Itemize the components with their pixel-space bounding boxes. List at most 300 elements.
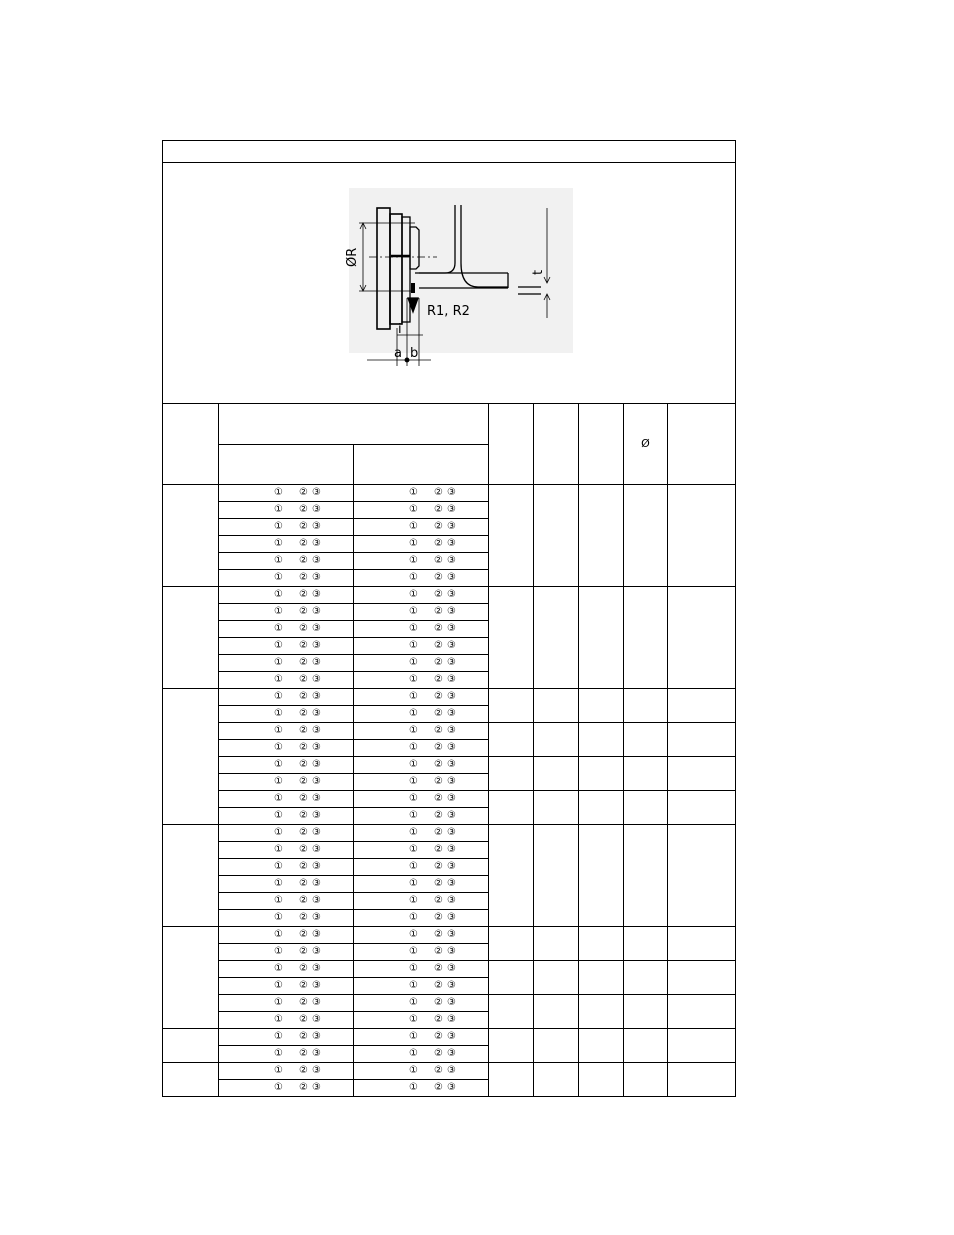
circled-number-1: ① [409, 1048, 418, 1059]
mark-group [219, 793, 321, 804]
circled-number-1: ① [274, 1031, 283, 1042]
circled-number-3: ③ [311, 572, 321, 583]
table-row [163, 1029, 736, 1046]
circled-number-3: ③ [311, 691, 321, 702]
circled-number-2: ② [433, 963, 443, 974]
mark-cell-right [354, 842, 489, 859]
mark-group [354, 606, 456, 617]
circled-number-2: ② [433, 861, 443, 872]
circled-number-3: ③ [311, 708, 321, 719]
value-cell [489, 1063, 534, 1097]
phi-r-label: ØR [345, 247, 360, 267]
circled-number-3: ③ [446, 844, 456, 855]
circled-number-1: ① [274, 844, 283, 855]
circled-number-2: ② [298, 555, 308, 566]
mark-group [219, 861, 321, 872]
circled-number-2: ② [298, 1014, 308, 1025]
circled-number-3: ③ [446, 776, 456, 787]
circled-number-1: ① [274, 691, 283, 702]
circled-number-3: ③ [446, 572, 456, 583]
mark-group [354, 827, 456, 838]
mark-group [219, 929, 321, 940]
mark-cell-left [219, 587, 354, 604]
header-col4 [489, 404, 534, 485]
mark-group [219, 895, 321, 906]
mark-cell-right [354, 672, 489, 689]
mark-group [354, 912, 456, 923]
circled-number-2: ② [433, 827, 443, 838]
mark-cell-right [354, 723, 489, 740]
mark-group [219, 776, 321, 787]
header-col8 [668, 404, 736, 485]
mark-group [354, 810, 456, 821]
circled-number-3: ③ [446, 623, 456, 634]
mark-group [219, 1031, 321, 1042]
circled-number-3: ③ [446, 521, 456, 532]
table-row [163, 689, 736, 706]
mark-cell-left [219, 859, 354, 876]
circled-number-1: ① [409, 691, 418, 702]
header-sub1 [219, 445, 354, 485]
value-cell [489, 927, 534, 961]
table-row [163, 825, 736, 842]
mark-cell-right [354, 621, 489, 638]
circled-number-1: ① [274, 759, 283, 770]
value-cell [668, 961, 736, 995]
circled-number-2: ② [433, 487, 443, 498]
circled-number-3: ③ [446, 555, 456, 566]
circled-number-2: ② [298, 538, 308, 549]
circled-number-1: ① [409, 946, 418, 957]
circled-number-3: ③ [311, 878, 321, 889]
circled-number-1: ① [274, 861, 283, 872]
circled-number-3: ③ [311, 844, 321, 855]
mark-group [354, 878, 456, 889]
mark-cell-left [219, 1063, 354, 1080]
value-cell [579, 961, 624, 995]
value-cell [534, 485, 579, 587]
mark-group [219, 691, 321, 702]
circled-number-2: ② [433, 759, 443, 770]
mark-cell-right [354, 638, 489, 655]
circled-number-1: ① [409, 487, 418, 498]
header-col1 [163, 404, 219, 485]
value-cell [489, 689, 534, 723]
circled-number-1: ① [409, 623, 418, 634]
table-row [163, 757, 736, 774]
circled-number-3: ③ [446, 980, 456, 991]
circled-number-3: ③ [311, 640, 321, 651]
mark-cell-right [354, 485, 489, 502]
circled-number-2: ② [433, 674, 443, 685]
value-cell [489, 791, 534, 825]
mark-cell-right [354, 927, 489, 944]
mark-cell-right [354, 502, 489, 519]
value-cell [579, 995, 624, 1029]
circled-number-3: ③ [446, 640, 456, 651]
circled-number-3: ③ [446, 538, 456, 549]
table-row [163, 1063, 736, 1080]
circled-number-1: ① [274, 742, 283, 753]
mark-cell-left [219, 570, 354, 587]
circled-number-2: ② [298, 844, 308, 855]
value-cell [668, 1029, 736, 1063]
circled-number-2: ② [298, 589, 308, 600]
circled-number-1: ① [274, 521, 283, 532]
mark-group [354, 759, 456, 770]
circled-number-2: ② [433, 606, 443, 617]
value-cell [668, 587, 736, 689]
table-row [163, 587, 736, 604]
mark-cell-right [354, 1029, 489, 1046]
mark-group [219, 674, 321, 685]
circled-number-2: ② [433, 980, 443, 991]
circled-number-1: ① [274, 946, 283, 957]
circled-number-1: ① [274, 674, 283, 685]
table-row [163, 927, 736, 944]
circled-number-3: ③ [446, 963, 456, 974]
group-label-cell [163, 1029, 219, 1063]
mark-group [219, 504, 321, 515]
value-cell [579, 825, 624, 927]
value-cell [489, 757, 534, 791]
circled-number-3: ③ [446, 946, 456, 957]
mark-cell-right [354, 553, 489, 570]
header-col6 [579, 404, 624, 485]
circled-number-1: ① [274, 1082, 283, 1093]
circled-number-2: ② [298, 946, 308, 957]
circled-number-1: ① [409, 657, 418, 668]
circled-number-3: ③ [446, 912, 456, 923]
header-sub2 [354, 445, 489, 485]
mark-group [354, 1065, 456, 1076]
value-cell [668, 689, 736, 723]
circled-number-2: ② [298, 708, 308, 719]
value-cell [624, 927, 668, 961]
value-cell [534, 927, 579, 961]
value-cell [579, 485, 624, 587]
mark-cell-left [219, 485, 354, 502]
value-cell [624, 1029, 668, 1063]
mark-cell-left [219, 672, 354, 689]
circled-number-2: ② [298, 504, 308, 515]
value-cell [668, 995, 736, 1029]
mark-cell-left [219, 1029, 354, 1046]
table-row [163, 723, 736, 740]
mark-group [219, 844, 321, 855]
mark-group [354, 742, 456, 753]
value-cell [668, 1063, 736, 1097]
mark-cell-right [354, 1080, 489, 1097]
circled-number-1: ① [274, 997, 283, 1008]
mark-group [354, 776, 456, 787]
t-label: t [531, 269, 546, 275]
circled-number-1: ① [274, 623, 283, 634]
circled-number-1: ① [409, 810, 418, 821]
value-cell [668, 723, 736, 757]
bearing-diagram [163, 163, 736, 403]
value-cell [624, 995, 668, 1029]
circled-number-2: ② [433, 1014, 443, 1025]
circled-number-3: ③ [446, 1082, 456, 1093]
mark-group [219, 640, 321, 651]
circled-number-3: ③ [311, 657, 321, 668]
figure-cell [163, 163, 736, 404]
header-merged [219, 404, 489, 445]
mark-cell-right [354, 825, 489, 842]
value-cell [624, 825, 668, 927]
circled-number-2: ② [298, 1031, 308, 1042]
circled-number-2: ② [298, 997, 308, 1008]
circled-number-1: ① [409, 1065, 418, 1076]
circled-number-3: ③ [446, 708, 456, 719]
circled-number-3: ③ [446, 759, 456, 770]
header-col5 [534, 404, 579, 485]
circled-number-3: ③ [311, 555, 321, 566]
circled-number-2: ② [298, 487, 308, 498]
mark-group [219, 980, 321, 991]
mark-cell-left [219, 808, 354, 825]
circled-number-2: ② [298, 776, 308, 787]
mark-group [219, 725, 321, 736]
mark-group [219, 1014, 321, 1025]
circled-number-2: ② [433, 929, 443, 940]
circled-number-2: ② [298, 929, 308, 940]
circled-number-1: ① [409, 929, 418, 940]
circled-number-3: ③ [446, 878, 456, 889]
mark-cell-right [354, 859, 489, 876]
mark-group [219, 912, 321, 923]
circled-number-1: ① [274, 793, 283, 804]
mark-group [219, 827, 321, 838]
diameter-symbol: Ø [641, 436, 650, 450]
value-cell [668, 485, 736, 587]
circled-number-1: ① [274, 878, 283, 889]
b-label: b [410, 346, 419, 361]
circled-number-1: ① [274, 963, 283, 974]
mark-cell-left [219, 655, 354, 672]
mark-group [219, 963, 321, 974]
mark-group [354, 691, 456, 702]
circled-number-3: ③ [311, 980, 321, 991]
mark-group [354, 1014, 456, 1025]
value-cell [534, 825, 579, 927]
circled-number-2: ② [298, 725, 308, 736]
mark-cell-left [219, 1080, 354, 1097]
circled-number-1: ① [274, 1014, 283, 1025]
circled-number-3: ③ [311, 827, 321, 838]
mark-group [219, 708, 321, 719]
value-cell [579, 791, 624, 825]
circled-number-2: ② [298, 623, 308, 634]
circled-number-1: ① [274, 776, 283, 787]
mark-cell-left [219, 706, 354, 723]
mark-cell-left [219, 978, 354, 995]
circled-number-3: ③ [311, 895, 321, 906]
circled-number-2: ② [298, 861, 308, 872]
mark-cell-left [219, 604, 354, 621]
circled-number-1: ① [409, 1031, 418, 1042]
value-cell [534, 587, 579, 689]
circled-number-3: ③ [311, 606, 321, 617]
mark-group [219, 487, 321, 498]
mark-group [354, 1031, 456, 1042]
circled-number-2: ② [433, 776, 443, 787]
circled-number-3: ③ [446, 589, 456, 600]
value-cell [489, 587, 534, 689]
circled-number-3: ③ [311, 912, 321, 923]
circled-number-2: ② [433, 691, 443, 702]
circled-number-2: ② [433, 640, 443, 651]
mark-group [354, 1048, 456, 1059]
circled-number-1: ① [274, 810, 283, 821]
circled-number-2: ② [298, 963, 308, 974]
value-cell [489, 825, 534, 927]
mark-group [219, 521, 321, 532]
circled-number-3: ③ [311, 997, 321, 1008]
value-cell [534, 1063, 579, 1097]
value-cell [534, 689, 579, 723]
group-label-cell [163, 825, 219, 927]
mark-cell-right [354, 587, 489, 604]
mark-cell-right [354, 689, 489, 706]
circled-number-2: ② [433, 521, 443, 532]
mark-cell-right [354, 604, 489, 621]
circled-number-3: ③ [446, 674, 456, 685]
mark-group [354, 980, 456, 991]
circled-number-3: ③ [311, 929, 321, 940]
mark-cell-left [219, 944, 354, 961]
table-row [163, 961, 736, 978]
value-cell [668, 791, 736, 825]
mark-cell-right [354, 774, 489, 791]
mark-cell-right [354, 740, 489, 757]
value-cell [579, 927, 624, 961]
mark-cell-right [354, 910, 489, 927]
circled-number-3: ③ [311, 1065, 321, 1076]
value-cell [489, 723, 534, 757]
circled-number-3: ③ [311, 674, 321, 685]
value-cell [534, 757, 579, 791]
mark-group [219, 555, 321, 566]
circled-number-2: ② [298, 912, 308, 923]
mark-group [354, 538, 456, 549]
circled-number-3: ③ [446, 606, 456, 617]
circled-number-2: ② [298, 742, 308, 753]
circled-number-2: ② [298, 691, 308, 702]
circled-number-2: ② [298, 606, 308, 617]
mark-cell-left [219, 876, 354, 893]
circled-number-2: ② [298, 827, 308, 838]
circled-number-3: ③ [311, 759, 321, 770]
mark-group [219, 657, 321, 668]
mark-cell-left [219, 502, 354, 519]
mark-group [354, 997, 456, 1008]
circled-number-1: ① [274, 538, 283, 549]
mark-cell-right [354, 961, 489, 978]
circled-number-1: ① [274, 708, 283, 719]
i-label: i [398, 322, 402, 337]
circled-number-3: ③ [311, 1031, 321, 1042]
circled-number-3: ③ [446, 742, 456, 753]
mark-group [354, 708, 456, 719]
circled-number-2: ② [433, 555, 443, 566]
circled-number-2: ② [298, 980, 308, 991]
value-cell [579, 757, 624, 791]
mark-cell-left [219, 927, 354, 944]
mark-cell-left [219, 757, 354, 774]
group-label-cell [163, 485, 219, 587]
a-label: a [394, 346, 402, 361]
group-label-cell [163, 1063, 219, 1097]
circled-number-1: ① [274, 1048, 283, 1059]
mark-cell-left [219, 842, 354, 859]
circled-number-3: ③ [446, 1065, 456, 1076]
value-cell [534, 791, 579, 825]
circled-number-1: ① [409, 844, 418, 855]
circled-number-2: ② [298, 878, 308, 889]
circled-number-3: ③ [311, 776, 321, 787]
circled-number-3: ③ [311, 538, 321, 549]
circled-number-3: ③ [446, 657, 456, 668]
value-cell [534, 723, 579, 757]
circled-number-1: ① [409, 504, 418, 515]
circled-number-1: ① [409, 589, 418, 600]
circled-number-1: ① [409, 759, 418, 770]
value-cell [624, 1063, 668, 1097]
circled-number-1: ① [409, 1014, 418, 1025]
circled-number-1: ① [409, 555, 418, 566]
value-cell [579, 689, 624, 723]
mark-group [354, 487, 456, 498]
circled-number-1: ① [409, 895, 418, 906]
value-cell [624, 485, 668, 587]
mark-cell-right [354, 655, 489, 672]
mark-cell-right [354, 791, 489, 808]
mark-group [354, 504, 456, 515]
circled-number-2: ② [298, 895, 308, 906]
circled-number-2: ② [298, 1048, 308, 1059]
mark-group [219, 810, 321, 821]
circled-number-2: ② [298, 674, 308, 685]
circled-number-3: ③ [311, 1014, 321, 1025]
mark-cell-right [354, 1063, 489, 1080]
mark-group [354, 793, 456, 804]
circled-number-3: ③ [446, 997, 456, 1008]
circled-number-1: ① [274, 980, 283, 991]
r1r2-label: R1, R2 [427, 304, 470, 319]
mark-cell-left [219, 621, 354, 638]
mark-group [354, 521, 456, 532]
mark-cell-left [219, 893, 354, 910]
circled-number-3: ③ [311, 589, 321, 600]
mark-cell-left [219, 1012, 354, 1029]
circled-number-1: ① [274, 504, 283, 515]
mark-cell-left [219, 723, 354, 740]
circled-number-2: ② [298, 657, 308, 668]
mark-group [219, 1048, 321, 1059]
mark-cell-left [219, 995, 354, 1012]
value-cell [668, 825, 736, 927]
circled-number-3: ③ [446, 725, 456, 736]
circled-number-2: ② [298, 640, 308, 651]
circled-number-2: ② [433, 572, 443, 583]
value-cell [624, 791, 668, 825]
mark-cell-right [354, 706, 489, 723]
mark-cell-right [354, 808, 489, 825]
circled-number-3: ③ [311, 487, 321, 498]
circled-number-3: ③ [311, 810, 321, 821]
